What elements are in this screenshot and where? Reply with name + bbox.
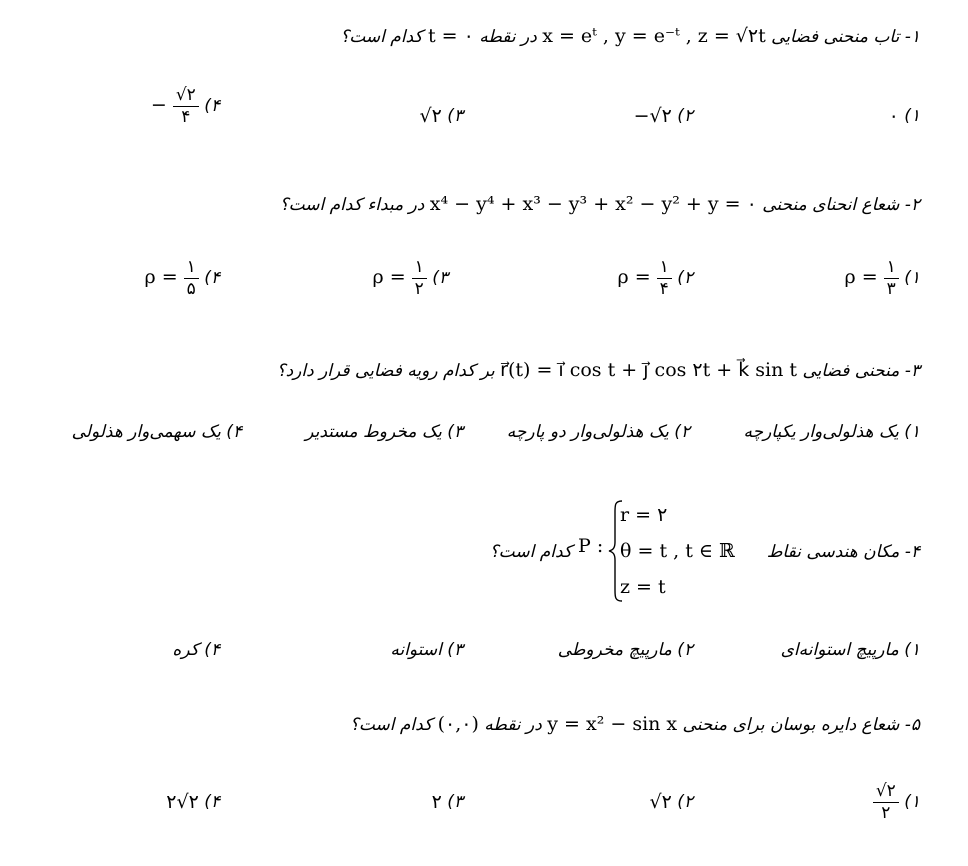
q2-option-2-numerator: ۱ <box>657 258 672 279</box>
q4-option-1-label: مارپیچ استوانه‌ای <box>780 640 899 660</box>
q3-option-2-label: یک هذلولی‌وار دو پارچه <box>506 422 669 442</box>
question-4-tail <box>490 540 572 564</box>
q5-option-1-denominator: ۲ <box>881 802 891 823</box>
q5-text-c: کدام است؟ <box>349 715 433 735</box>
q5-option-3[interactable] <box>432 790 463 814</box>
q1-option-1[interactable] <box>889 104 920 128</box>
q4-option-3-label: استوانه <box>390 640 442 660</box>
q5-option-4-value: ۲√۲ <box>166 791 199 813</box>
q2-option-2-value <box>617 258 671 298</box>
q2-option-1-fraction <box>884 258 899 298</box>
q2-option-2-lhs: ρ = <box>617 266 651 289</box>
q3-option-1[interactable] <box>743 420 920 444</box>
q1-point: t = ۰ <box>427 25 474 47</box>
q2-option-3[interactable] <box>372 258 448 298</box>
q4-option-2[interactable] <box>558 638 693 662</box>
q2-option-3-value <box>372 258 426 298</box>
q3-option-2-number: ۲) <box>674 422 690 442</box>
q4-equation-system <box>578 498 768 606</box>
q1-text-a: ۱- تاب منحنی فضایی <box>771 27 920 47</box>
q4-option-4-label: کره <box>172 640 199 660</box>
q1-option-1-value: ۰ <box>888 105 899 127</box>
q3-option-3-label: یک مخروط مستدیر <box>305 422 442 442</box>
q1-text-c: کدام است؟ <box>340 27 423 47</box>
q1-option-2-number: ۲) <box>677 106 693 126</box>
q1-text-b: در نقطه <box>479 27 537 47</box>
q2-option-4-numerator: ۱ <box>184 258 199 279</box>
q5-option-1[interactable] <box>873 782 920 822</box>
q2-curve-equation: x⁴ − y⁴ + x³ − y³ + x² − y² + y = ۰ <box>429 193 757 215</box>
q4-text-a: ۴- مکان هندسی نقاط <box>766 542 920 562</box>
q4-option-3-number: ۳) <box>447 640 463 660</box>
q5-curve-equation: y = x² − sin x <box>547 713 678 735</box>
q2-option-4-number: ۴) <box>204 268 220 289</box>
q5-option-1-value <box>873 782 899 822</box>
q1-option-4-value <box>151 86 199 126</box>
q2-option-4-value <box>144 258 198 298</box>
q2-option-1-numerator: ۱ <box>884 258 899 279</box>
q5-option-1-number: ۱) <box>904 792 920 813</box>
q2-text-a: ۲- شعاع انحنای منحنی <box>762 195 920 215</box>
q1-option-4-fraction <box>173 86 199 126</box>
question-5-stem <box>350 712 920 737</box>
q1-option-4-numerator: √۲ <box>173 86 199 107</box>
q2-option-2-number: ۲) <box>677 268 693 289</box>
q1-option-3-value: √۲ <box>419 105 442 127</box>
q5-text-a: ۵- شعاع دایره بوسان برای منحنی <box>682 715 920 735</box>
q1-option-3[interactable] <box>420 104 464 128</box>
q2-option-1-lhs: ρ = <box>844 266 878 289</box>
question-4-text <box>767 540 920 564</box>
q4-option-4-number: ۴) <box>204 640 220 660</box>
q1-option-4-number: ۴) <box>204 96 220 117</box>
q1-curve-equation: x = eᵗ , y = e⁻ᵗ , z = √۲t <box>542 25 766 47</box>
q2-option-3-denominator: ۲ <box>414 278 424 299</box>
q4-option-2-label: مارپیچ مخروطی <box>557 640 672 660</box>
q5-text-b: در نقطه <box>484 715 542 735</box>
q3-option-1-label: یک هذلولی‌وار یکپارچه <box>743 422 899 442</box>
q2-option-3-number: ۳) <box>432 268 448 289</box>
q2-option-2-fraction <box>657 258 672 298</box>
q5-option-2-number: ۲) <box>677 792 693 812</box>
q1-option-3-number: ۳) <box>447 106 463 126</box>
q2-option-3-fraction <box>412 258 427 298</box>
q3-option-4-label: یک سهمی‌وار هذلولی <box>71 422 221 442</box>
q4-option-4[interactable] <box>172 638 220 662</box>
q1-option-2-value: −√۲ <box>633 105 672 127</box>
q3-option-2[interactable] <box>507 420 690 444</box>
q3-option-3-number: ۳) <box>447 422 463 442</box>
q4-option-1[interactable] <box>781 638 920 662</box>
q2-text-b: در مبداء کدام است؟ <box>279 195 425 215</box>
q5-option-3-number: ۳) <box>447 792 463 812</box>
q3-text-a: ۳- منحنی فضایی <box>802 361 920 381</box>
q4-text-b: کدام است؟ <box>489 542 572 562</box>
q4-option-3[interactable] <box>390 638 463 662</box>
q2-option-2[interactable] <box>617 258 693 298</box>
q4-option-2-number: ۲) <box>677 640 693 660</box>
q2-option-1[interactable] <box>844 258 920 298</box>
q5-option-4-number: ۴) <box>204 792 220 812</box>
q1-option-4-sign: − <box>150 94 167 117</box>
q2-option-4-lhs: ρ = <box>144 266 178 289</box>
question-3-stem <box>277 358 920 383</box>
q1-option-2[interactable] <box>634 104 693 128</box>
q3-text-b: بر کدام رویه فضایی قرار دارد؟ <box>276 361 495 381</box>
q5-option-1-fraction <box>873 782 899 822</box>
q4-point-label: P : <box>578 535 604 557</box>
q5-option-3-value: ۲ <box>431 791 442 813</box>
question-1-stem <box>340 24 920 49</box>
q1-option-4[interactable] <box>151 86 220 126</box>
q2-option-1-number: ۱) <box>904 268 920 289</box>
q1-option-4-denominator: ۴ <box>181 106 191 127</box>
q1-option-1-number: ۱) <box>904 106 920 126</box>
q2-option-4[interactable] <box>144 258 220 298</box>
q2-option-1-value <box>844 258 898 298</box>
q2-option-2-denominator: ۴ <box>659 278 669 299</box>
q4-system-row-1: r = ۲ <box>620 504 668 526</box>
q4-system-row-2: θ = t , t ∈ ℝ <box>620 540 735 562</box>
q3-option-1-number: ۱) <box>904 422 920 442</box>
q2-option-1-denominator: ۳ <box>886 278 896 299</box>
q3-curve-equation: r⃗(t) = i⃗ cos t + j⃗ cos ۲t + k⃗ sin t <box>500 359 798 381</box>
q2-option-4-fraction <box>184 258 199 298</box>
q5-option-4[interactable] <box>166 790 220 814</box>
q5-option-2[interactable] <box>650 790 694 814</box>
q3-option-4-number: ۴) <box>226 422 242 442</box>
question-2-stem <box>280 192 920 217</box>
q2-option-4-denominator: ۵ <box>186 278 196 299</box>
q3-option-3[interactable] <box>305 420 463 444</box>
q5-option-2-value: √۲ <box>649 791 672 813</box>
q5-option-1-numerator: √۲ <box>873 782 899 803</box>
q2-option-3-lhs: ρ = <box>372 266 406 289</box>
q4-option-1-number: ۱) <box>904 640 920 660</box>
q4-system-row-3: z = t <box>620 576 666 598</box>
q3-option-4[interactable] <box>72 420 242 444</box>
q5-point: (۰,۰) <box>437 713 479 735</box>
q2-option-3-numerator: ۱ <box>412 258 427 279</box>
